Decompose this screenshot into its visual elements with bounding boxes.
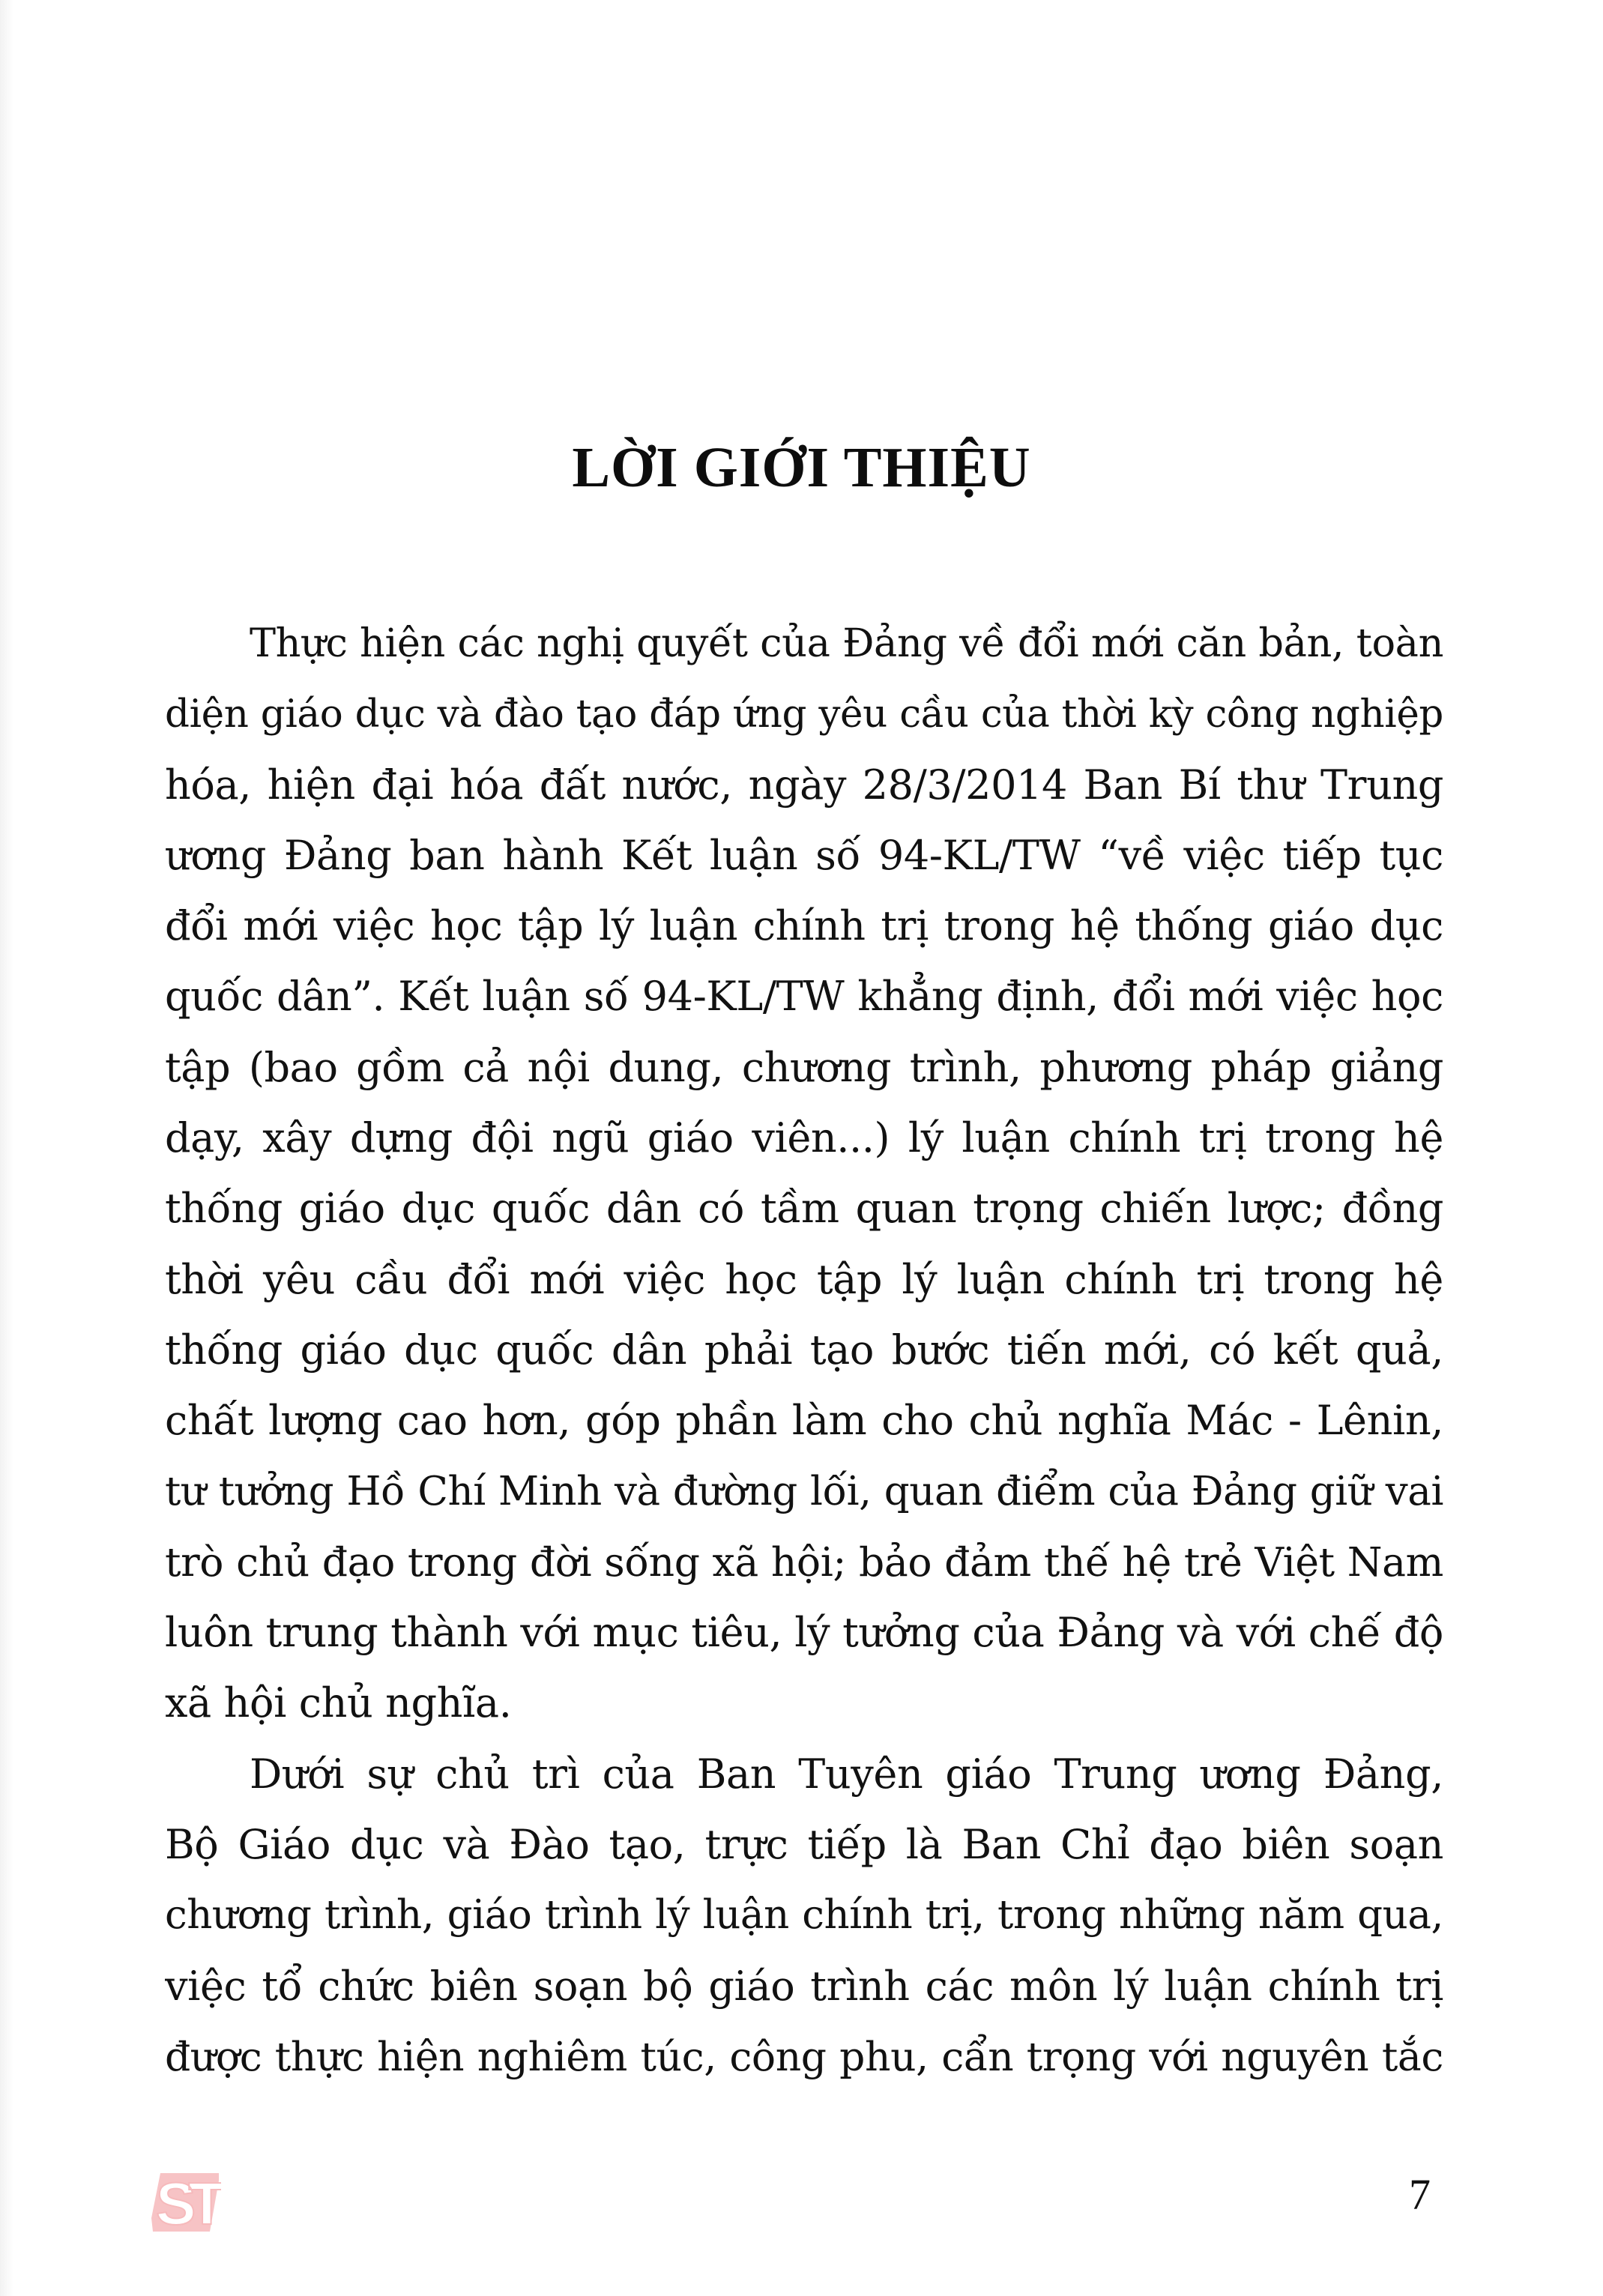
page-title: LỜI GIỚI THIỆU bbox=[572, 435, 1031, 499]
publisher-logo bbox=[150, 2158, 221, 2233]
text-line: Dưới sự chủ trì của Ban Tuyên giáo Trung ương Đảng, bbox=[250, 1750, 1443, 1798]
text-line: chương trình, giáo trình lý luận chính trị, trong những năm qua, bbox=[165, 1892, 1443, 1939]
text-line: luôn trung thành với mục tiêu, lý tưởng của Đảng và với chế độ bbox=[165, 1609, 1443, 1657]
text-line: thống giáo dục quốc dân phải tạo bước tiến mới, có kết quả, bbox=[165, 1326, 1443, 1374]
page-edge-shadow bbox=[0, 0, 13, 2296]
text-line: tư tưởng Hồ Chí Minh và đường lối, quan điểm của Đảng giữ vai bbox=[165, 1468, 1443, 1514]
text-line: dạy, xây dựng đội ngũ giáo viên...) lý luận chính trị trong hệ bbox=[165, 1114, 1443, 1162]
page-number: 7 bbox=[1409, 2170, 1431, 2219]
text-line: thời yêu cầu đổi mới việc học tập lý luận chính trị trong hệ bbox=[165, 1255, 1443, 1303]
text-line: thống giáo dục quốc dân có tầm quan trọng chiến lược; đồng bbox=[165, 1185, 1443, 1233]
text-line: hóa, hiện đại hóa đất nước, ngày 28/3/2014 Ban Bí thư Trung bbox=[165, 761, 1443, 809]
text-line: quốc dân”. Kết luận số 94-KL/TW khẳng định, đổi mới việc học bbox=[165, 973, 1443, 1021]
text-line: chất lượng cao hơn, góp phần làm cho chủ nghĩa Mác - Lênin, bbox=[165, 1397, 1443, 1445]
body-text bbox=[165, 608, 1443, 2092]
paragraph-2 bbox=[165, 1739, 1443, 2092]
text-line: Thực hiện các nghị quyết của Đảng về đổi mới căn bản, toàn bbox=[250, 620, 1443, 666]
text-line: việc tổ chức biên soạn bộ giáo trình các môn lý luận chính trị bbox=[165, 1962, 1443, 2010]
text-line: Bộ Giáo dục và Đào tạo, trực tiếp là Ban Chỉ đạo biên soạn bbox=[165, 1821, 1443, 1869]
text-line: trò chủ đạo trong đời sống xã hội; bảo đảm thế hệ trẻ Việt Nam bbox=[165, 1538, 1443, 1586]
text-line: đổi mới việc học tập lý luận chính trị trong hệ thống giáo dục bbox=[165, 902, 1443, 950]
logo-letters: ST bbox=[156, 2170, 218, 2233]
text-line: được thực hiện nghiêm túc, công phu, cẩn trọng với nguyên tắc bbox=[165, 2032, 1443, 2080]
text-line: diện giáo dục và đào tạo đáp ứng yêu cầu của thời kỳ công nghiệp bbox=[165, 692, 1443, 737]
text-line: ương Đảng ban hành Kết luận số 94-KL/TW “về việc tiếp tục bbox=[165, 831, 1443, 879]
text-line: tập (bao gồm cả nội dung, chương trình, phương pháp giảng bbox=[165, 1043, 1443, 1091]
paragraph-1 bbox=[165, 608, 1443, 1739]
text-line: xã hội chủ nghĩa. bbox=[165, 1679, 512, 1727]
